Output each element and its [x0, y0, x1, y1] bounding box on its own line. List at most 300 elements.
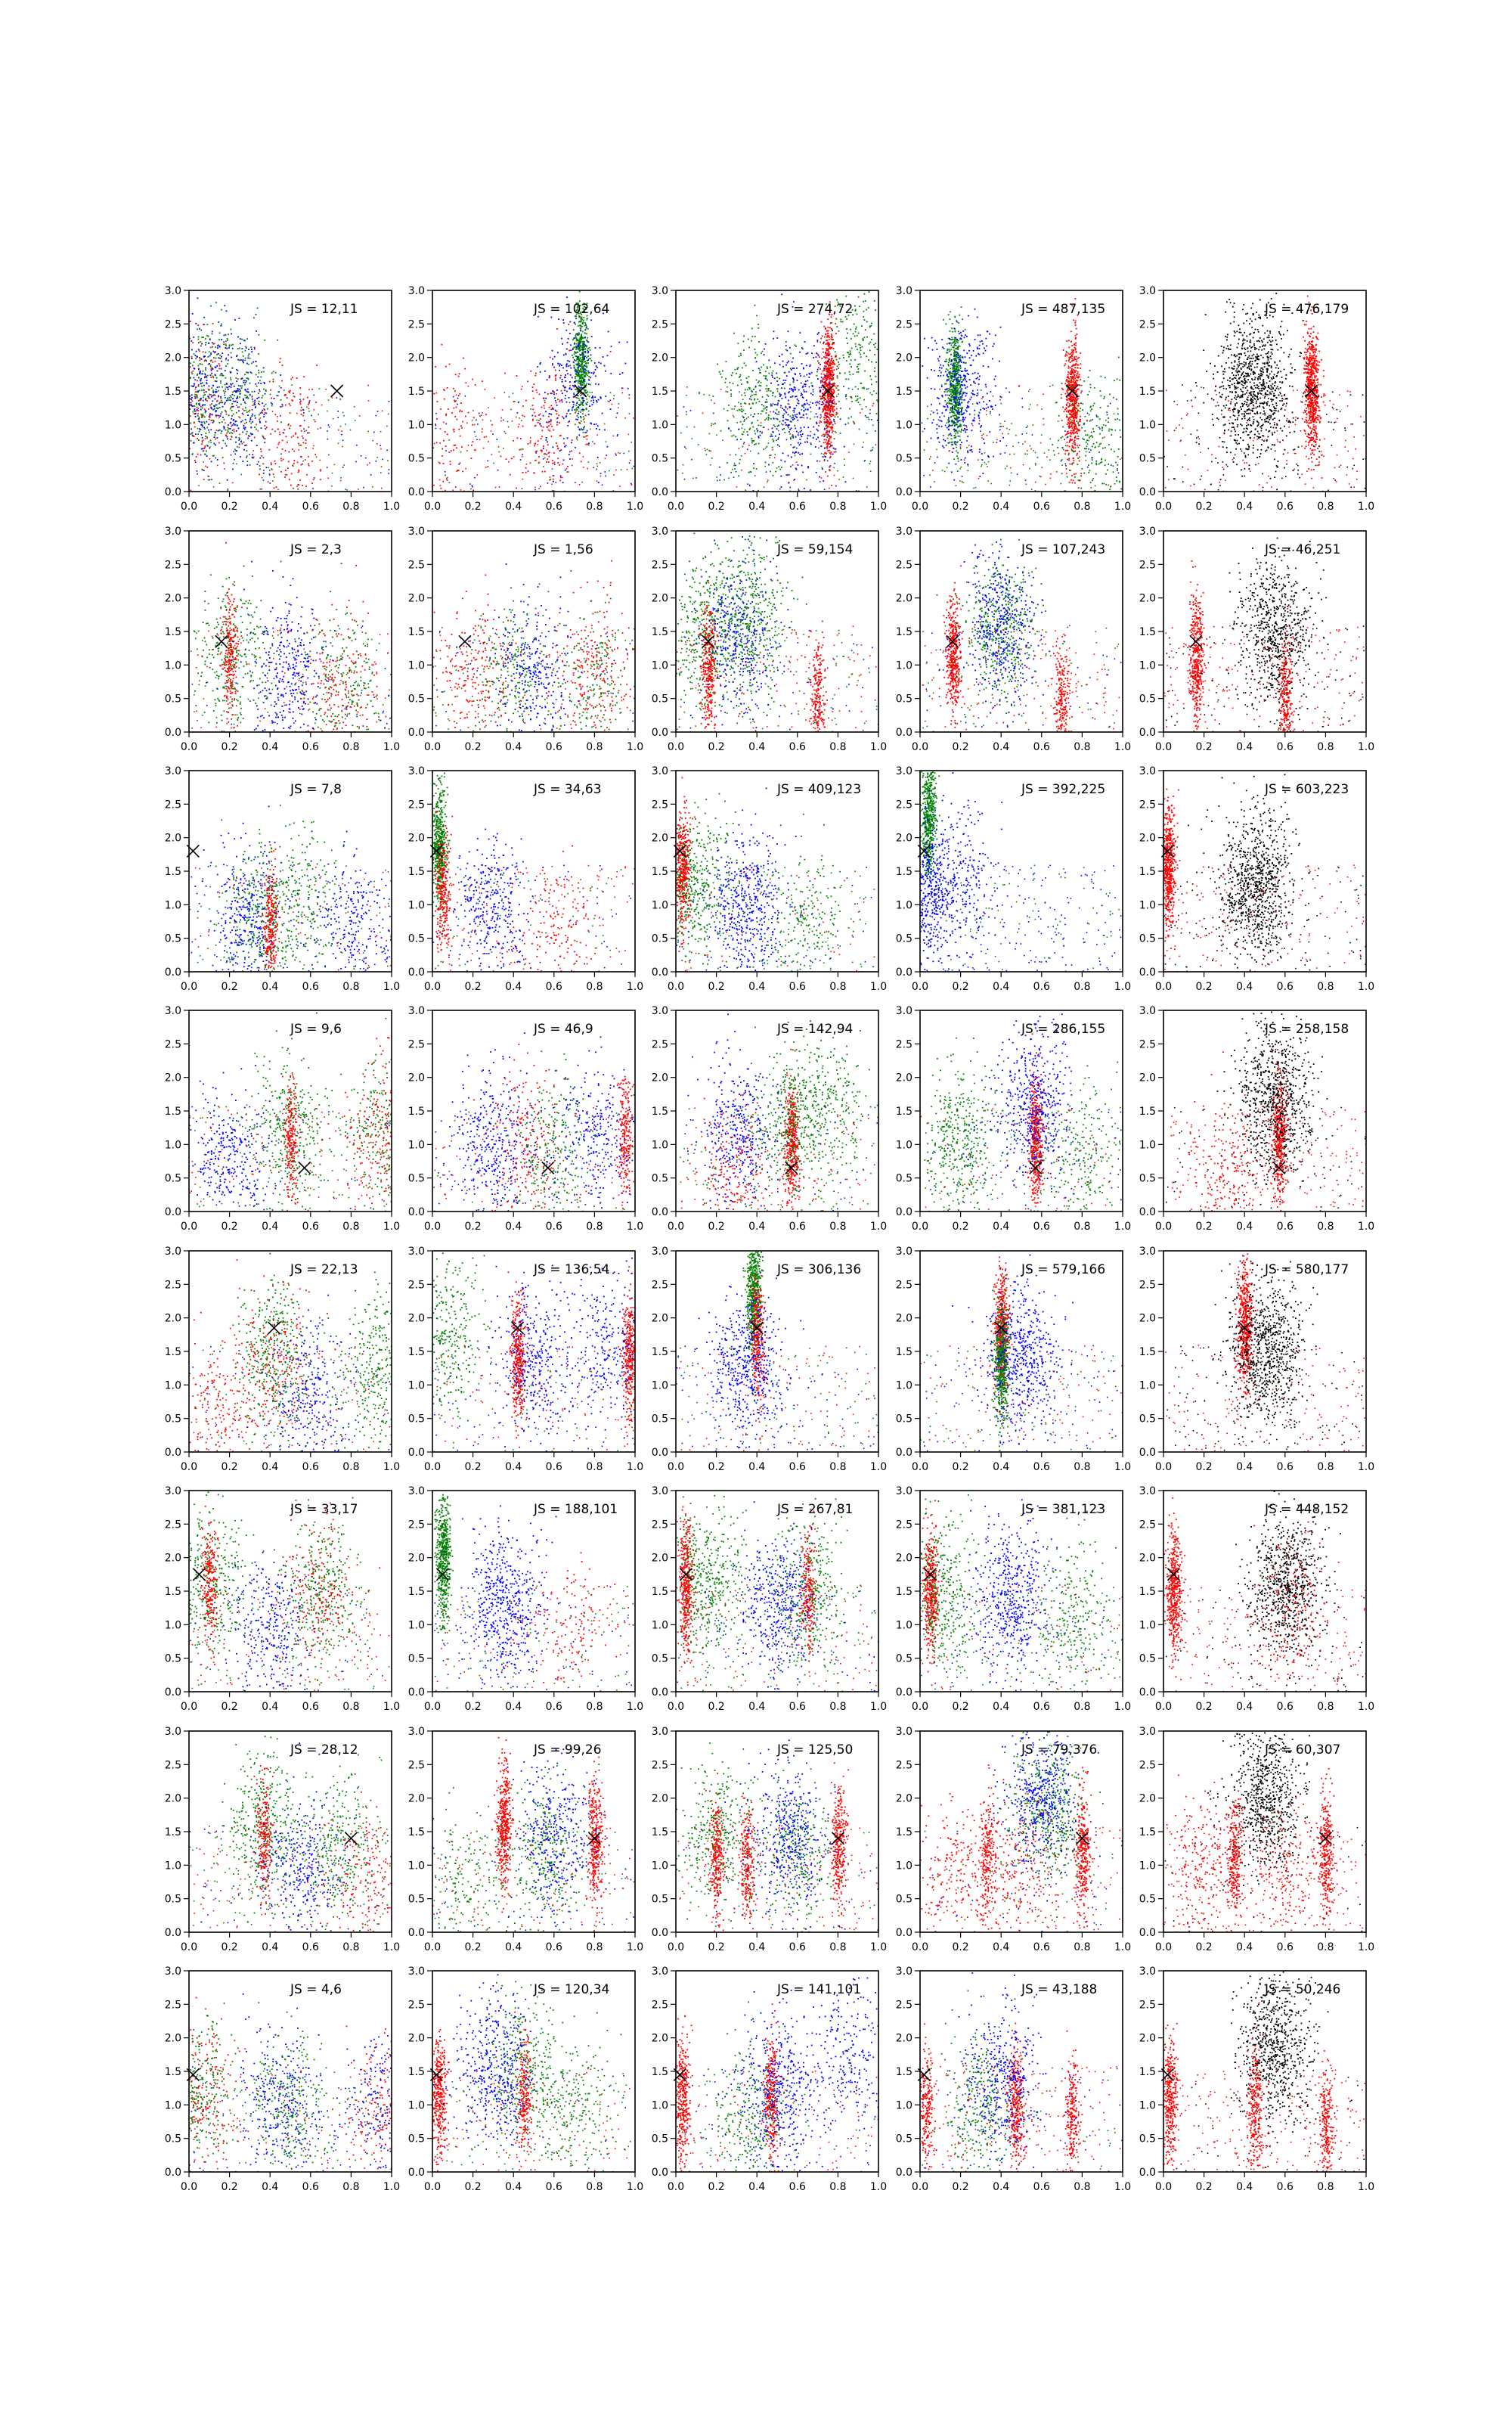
data-point: [221, 368, 222, 370]
data-point: [1074, 322, 1076, 324]
data-point: [1067, 442, 1068, 443]
data-point: [825, 375, 826, 377]
data-point: [838, 401, 840, 402]
x-tick-label: 0.6: [546, 501, 562, 513]
data-point: [807, 438, 808, 439]
data-point: [293, 436, 294, 437]
data-point: [795, 455, 796, 457]
data-point: [300, 456, 302, 458]
data-point: [806, 414, 807, 415]
data-point: [863, 316, 864, 318]
data-point: [1067, 416, 1068, 417]
data-point: [191, 358, 193, 359]
data-point: [510, 409, 512, 411]
data-point: [550, 409, 552, 411]
data-point: [544, 471, 546, 473]
data-point: [194, 361, 195, 363]
y-tick-label: 2.5: [408, 318, 425, 330]
data-point: [219, 407, 221, 408]
data-point: [846, 337, 847, 339]
data-point: [813, 427, 814, 428]
data-point: [829, 411, 831, 413]
data-point: [199, 405, 200, 406]
data-point: [263, 389, 265, 390]
data-point: [752, 402, 754, 404]
data-point: [831, 334, 832, 335]
data-point: [242, 408, 243, 410]
data-point: [198, 342, 200, 343]
data-point: [243, 414, 244, 416]
x-tick-label: 0.6: [302, 501, 319, 513]
data-point: [811, 372, 813, 374]
data-point: [572, 458, 573, 460]
data-point: [191, 356, 193, 358]
data-point: [215, 414, 217, 416]
data-point: [564, 389, 565, 391]
data-point: [1062, 389, 1064, 390]
data-point: [221, 339, 222, 340]
data-point: [835, 423, 836, 424]
data-point: [776, 404, 777, 405]
data-point: [314, 421, 316, 423]
data-point: [1068, 426, 1070, 427]
data-point: [821, 453, 823, 455]
data-point: [271, 468, 273, 470]
data-point: [453, 449, 454, 451]
data-point: [789, 384, 791, 386]
data-point: [255, 417, 256, 419]
data-point: [1074, 343, 1076, 345]
data-point: [236, 412, 237, 414]
data-point: [282, 440, 284, 442]
data-point: [479, 439, 481, 441]
data-point: [800, 431, 801, 433]
data-point: [721, 377, 723, 378]
data-point: [192, 400, 194, 402]
data-point: [584, 361, 586, 362]
data-point: [779, 489, 781, 490]
data-point: [210, 347, 212, 349]
data-point: [544, 453, 546, 455]
data-point: [823, 400, 825, 402]
data-point: [1061, 397, 1062, 399]
data-point: [215, 458, 217, 459]
data-point: [864, 337, 866, 338]
data-point: [744, 392, 745, 394]
data-point: [692, 438, 693, 439]
data-point: [513, 456, 515, 458]
data-point: [857, 389, 859, 390]
data-point: [1067, 374, 1069, 375]
data-point: [230, 372, 231, 374]
data-point: [738, 402, 739, 404]
data-point: [520, 459, 522, 461]
y-tick-label: 0.0: [408, 486, 425, 498]
data-point: [776, 467, 778, 469]
data-point: [488, 407, 489, 408]
data-point: [581, 402, 582, 403]
data-point: [238, 428, 240, 430]
data-point: [592, 396, 593, 397]
data-point: [828, 355, 829, 356]
data-point: [213, 486, 215, 488]
data-point: [358, 489, 359, 490]
data-point: [581, 377, 582, 378]
data-point: [239, 396, 240, 398]
data-point: [1080, 479, 1081, 481]
data-point: [754, 444, 755, 445]
data-point: [540, 424, 541, 425]
data-point: [848, 354, 850, 355]
data-point: [1071, 349, 1073, 351]
data-point: [580, 361, 581, 362]
data-point: [214, 443, 215, 445]
data-point: [835, 451, 837, 453]
data-point: [327, 411, 328, 412]
data-point: [720, 474, 721, 476]
data-point: [576, 436, 578, 438]
data-point: [313, 445, 314, 447]
data-point: [761, 352, 762, 354]
data-point: [535, 452, 537, 454]
data-point: [204, 360, 206, 361]
data-point: [572, 409, 573, 411]
data-point: [768, 414, 770, 416]
data-point: [581, 420, 582, 422]
data-point: [270, 394, 271, 396]
data-point: [530, 371, 531, 372]
data-point: [830, 371, 832, 372]
data-point: [201, 448, 203, 450]
data-point: [266, 413, 268, 414]
data-point: [253, 317, 255, 318]
data-point: [782, 398, 783, 399]
data-point: [534, 487, 536, 489]
data-point: [849, 408, 850, 410]
data-point: [211, 408, 212, 409]
data-point: [587, 394, 589, 396]
data-point: [376, 461, 377, 462]
data-point: [873, 344, 875, 346]
data-point: [692, 478, 694, 479]
data-point: [280, 415, 281, 417]
data-point: [780, 460, 782, 461]
data-point: [202, 424, 203, 426]
data-point: [804, 442, 806, 443]
data-point: [804, 386, 806, 387]
data-point: [823, 348, 824, 349]
data-point: [435, 413, 437, 414]
data-point: [571, 442, 572, 443]
data-point: [571, 451, 572, 452]
data-point: [550, 392, 552, 394]
data-point: [796, 368, 798, 369]
data-point: [443, 463, 445, 464]
data-point: [230, 428, 231, 430]
data-point: [829, 469, 830, 470]
data-point: [860, 404, 861, 405]
data-point: [785, 474, 787, 476]
data-point: [778, 430, 779, 432]
data-point: [832, 372, 834, 374]
data-point: [250, 423, 252, 424]
data-point: [579, 388, 581, 389]
data-point: [1076, 352, 1077, 353]
data-point: [500, 456, 502, 458]
data-point: [581, 361, 583, 363]
data-point: [244, 429, 246, 430]
data-point: [1071, 401, 1073, 402]
data-point: [555, 410, 556, 411]
data-point: [482, 420, 484, 421]
data-point: [289, 428, 290, 430]
data-point: [513, 392, 514, 394]
data-point: [855, 309, 857, 310]
data-point: [582, 341, 584, 343]
data-point: [264, 340, 265, 341]
data-point: [454, 445, 455, 446]
data-point: [569, 387, 571, 389]
data-point: [228, 397, 230, 399]
data-point: [553, 481, 554, 482]
data-point: [203, 324, 204, 325]
data-point: [466, 450, 468, 451]
data-point: [224, 392, 225, 394]
data-point: [243, 442, 245, 443]
data-point: [749, 399, 751, 400]
data-point: [482, 380, 483, 382]
data-point: [798, 400, 799, 402]
data-point: [827, 402, 829, 404]
data-point: [197, 329, 198, 330]
data-point: [567, 342, 569, 343]
data-point: [782, 417, 784, 418]
data-point: [226, 414, 228, 415]
data-point: [568, 471, 569, 473]
data-point: [237, 407, 239, 408]
data-point: [246, 433, 247, 435]
data-point: [745, 365, 747, 367]
data-point: [826, 340, 827, 341]
data-point: [802, 348, 804, 349]
data-point: [472, 441, 474, 442]
data-point: [216, 391, 218, 392]
data-point: [764, 354, 765, 355]
data-point: [1074, 377, 1076, 379]
data-point: [225, 384, 226, 386]
data-point: [225, 411, 227, 413]
data-point: [231, 397, 232, 399]
data-point: [713, 413, 714, 414]
data-point: [596, 480, 598, 482]
data-point: [308, 464, 309, 465]
data-point: [826, 424, 827, 426]
data-point: [492, 433, 494, 435]
data-point: [587, 351, 589, 352]
data-point: [214, 408, 215, 410]
data-point: [740, 439, 742, 440]
data-point: [572, 401, 574, 402]
data-point: [584, 391, 586, 392]
data-point: [1078, 376, 1080, 377]
data-point: [565, 470, 566, 471]
data-point: [785, 372, 786, 374]
data-point: [367, 464, 368, 466]
data-point: [589, 405, 590, 407]
data-point: [209, 339, 211, 340]
data-point: [538, 440, 539, 442]
data-point: [830, 408, 832, 409]
data-point: [797, 402, 798, 404]
data-point: [257, 308, 259, 309]
data-point: [191, 349, 193, 351]
data-point: [804, 391, 805, 392]
data-point: [563, 459, 565, 461]
data-point: [206, 342, 207, 343]
data-point: [436, 418, 438, 420]
data-point: [1069, 446, 1070, 448]
data-point: [820, 396, 821, 397]
data-point: [240, 456, 241, 458]
data-point: [533, 398, 534, 399]
data-point: [221, 361, 222, 362]
data-point: [309, 400, 311, 402]
data-point: [1072, 393, 1074, 395]
data-point: [792, 417, 794, 419]
data-point: [575, 419, 577, 420]
data-point: [775, 471, 776, 473]
data-point: [228, 386, 230, 387]
data-point: [239, 318, 240, 319]
data-point: [848, 388, 850, 389]
data-point: [302, 464, 303, 465]
data-point: [205, 338, 206, 340]
data-point: [201, 434, 203, 436]
data-point: [460, 410, 461, 411]
data-point: [1076, 403, 1077, 405]
data-point: [222, 440, 224, 442]
data-point: [751, 440, 753, 442]
data-point: [831, 364, 832, 365]
data-point: [577, 356, 578, 358]
data-point: [768, 442, 770, 444]
data-point: [231, 426, 232, 427]
data-point: [1076, 361, 1077, 362]
data-point: [552, 393, 553, 395]
data-point: [811, 352, 813, 354]
data-point: [530, 442, 531, 444]
data-point: [223, 335, 225, 337]
data-point: [197, 397, 198, 399]
data-point: [826, 453, 827, 455]
data-point: [262, 455, 263, 457]
data-point: [779, 469, 781, 470]
data-point: [445, 490, 446, 492]
data-point: [690, 410, 692, 411]
data-point: [586, 408, 587, 410]
data-point: [245, 382, 246, 383]
data-point: [1071, 377, 1073, 379]
data-point: [792, 410, 794, 411]
data-point: [1070, 341, 1072, 343]
data-point: [222, 417, 224, 418]
data-point: [806, 374, 807, 376]
data-point: [775, 436, 776, 437]
data-point: [604, 424, 606, 425]
data-point: [236, 464, 237, 465]
data-point: [192, 453, 194, 455]
data-point: [1080, 363, 1082, 365]
data-point: [609, 401, 610, 402]
data-point: [816, 413, 817, 414]
data-point: [477, 424, 479, 425]
data-point: [816, 416, 818, 417]
data-point: [1064, 365, 1065, 367]
data-point: [491, 454, 493, 455]
data-point: [743, 410, 745, 411]
data-point: [562, 368, 564, 369]
data-point: [196, 410, 197, 411]
data-point: [554, 462, 556, 464]
data-point: [737, 368, 739, 369]
data-point: [1076, 414, 1077, 416]
data-point: [853, 374, 854, 375]
data-point: [863, 399, 865, 401]
data-point: [821, 358, 823, 359]
data-point: [194, 422, 195, 424]
data-point: [476, 436, 477, 438]
data-point: [767, 420, 769, 421]
data-point: [1067, 402, 1069, 404]
data-point: [691, 459, 692, 461]
data-point: [807, 417, 808, 419]
data-point: [796, 414, 798, 415]
data-point: [536, 451, 538, 452]
data-point: [300, 445, 302, 446]
data-point: [308, 402, 310, 404]
data-point: [593, 402, 594, 403]
data-point: [343, 464, 345, 466]
data-point: [299, 479, 301, 481]
data-point: [246, 363, 248, 365]
data-point: [584, 358, 585, 359]
data-point: [782, 383, 784, 385]
data-point: [810, 489, 811, 491]
data-point: [581, 377, 583, 379]
data-point: [436, 392, 438, 394]
data-point: [846, 360, 847, 361]
data-point: [632, 468, 634, 470]
data-point: [824, 413, 826, 414]
data-point: [819, 408, 820, 410]
y-tick-label: 2.0: [165, 352, 181, 365]
data-point: [572, 406, 574, 408]
data-point: [216, 365, 218, 367]
data-point: [464, 368, 466, 370]
data-point: [818, 367, 820, 368]
data-point: [479, 413, 480, 414]
data-point: [728, 477, 730, 479]
data-point: [851, 401, 853, 402]
data-point: [230, 377, 231, 379]
data-point: [550, 405, 552, 407]
data-point: [830, 427, 832, 428]
data-point: [858, 296, 860, 298]
data-point: [825, 456, 826, 458]
data-point: [855, 331, 857, 333]
data-point: [789, 391, 790, 392]
data-point: [506, 458, 507, 460]
